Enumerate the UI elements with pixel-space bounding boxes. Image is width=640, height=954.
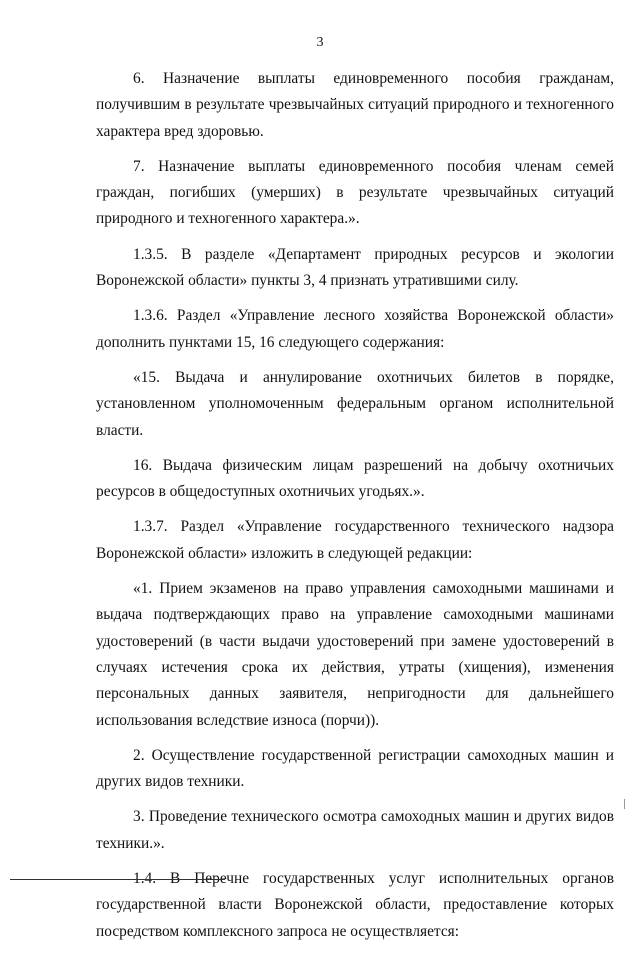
paragraph-item-1: «1. Прием экзаменов на право управления самоходными машинами и выдача подтверждающих право на управление самоходными машинами удостоверений (в части выдачи удостоверений при замене удостоверений в случаях истечения срока их действия, утраты (хищения), изменения персональных данных заявителя, непригодности для дальнейшего использования вследствие износа (порчи)). <box>96 580 614 729</box>
document-body <box>96 66 614 954</box>
paragraph-item-6: 6. Назначение выплаты единовременного пособия гражданам, получившим в результате чрезвычайных ситуаций природного и техногенного характера вред здоровью. <box>96 70 614 140</box>
paragraph-item-15: «15. Выдача и аннулирование охотничьих билетов в порядке, установленном уполномоченным федеральным органом исполнительной власти. <box>96 368 614 439</box>
paragraph-item-3: 3. Проведение технического осмотра самоходных машин и других видов техники.». <box>96 808 614 852</box>
paragraph-item-16: 16. Выдача физическим лицам разрешений на добычу охотничьих ресурсов в общедоступных охотничьих угодьях.». <box>96 456 614 501</box>
paragraph-item-7: 7. Назначение выплаты единовременного пособия членам семей граждан, погибших (умерших) в результате чрезвычайных ситуаций природного и техногенного характера.». <box>96 157 614 228</box>
paragraph-1-3-5: 1.3.5. В разделе «Департамент природных ресурсов и экологии Воронежской области» пункты 3, 4 признать утратившими силу. <box>96 245 614 290</box>
paragraph-item-2: 2. Осуществление государственной регистрации самоходных машин и других видов техники. <box>96 746 614 791</box>
page-number: 3 <box>316 35 324 50</box>
paragraph-1-4: 1.4. В Перечне государственных услуг исполнительных органов государственной власти Воронежской области, предоставление которых посредством комплексного запроса не осуществляется: <box>96 870 614 940</box>
footer-rule <box>10 879 225 880</box>
paragraph-1-3-7: 1.3.7. Раздел «Управление государственного технического надзора Воронежской области» изложить в следующей редакции: <box>96 518 614 562</box>
scan-margin-mark <box>624 799 625 809</box>
paragraph-1-3-6: 1.3.6. Раздел «Управление лесного хозяйства Воронежской области» дополнить пунктами 15, 16 следующего содержания: <box>96 307 614 351</box>
